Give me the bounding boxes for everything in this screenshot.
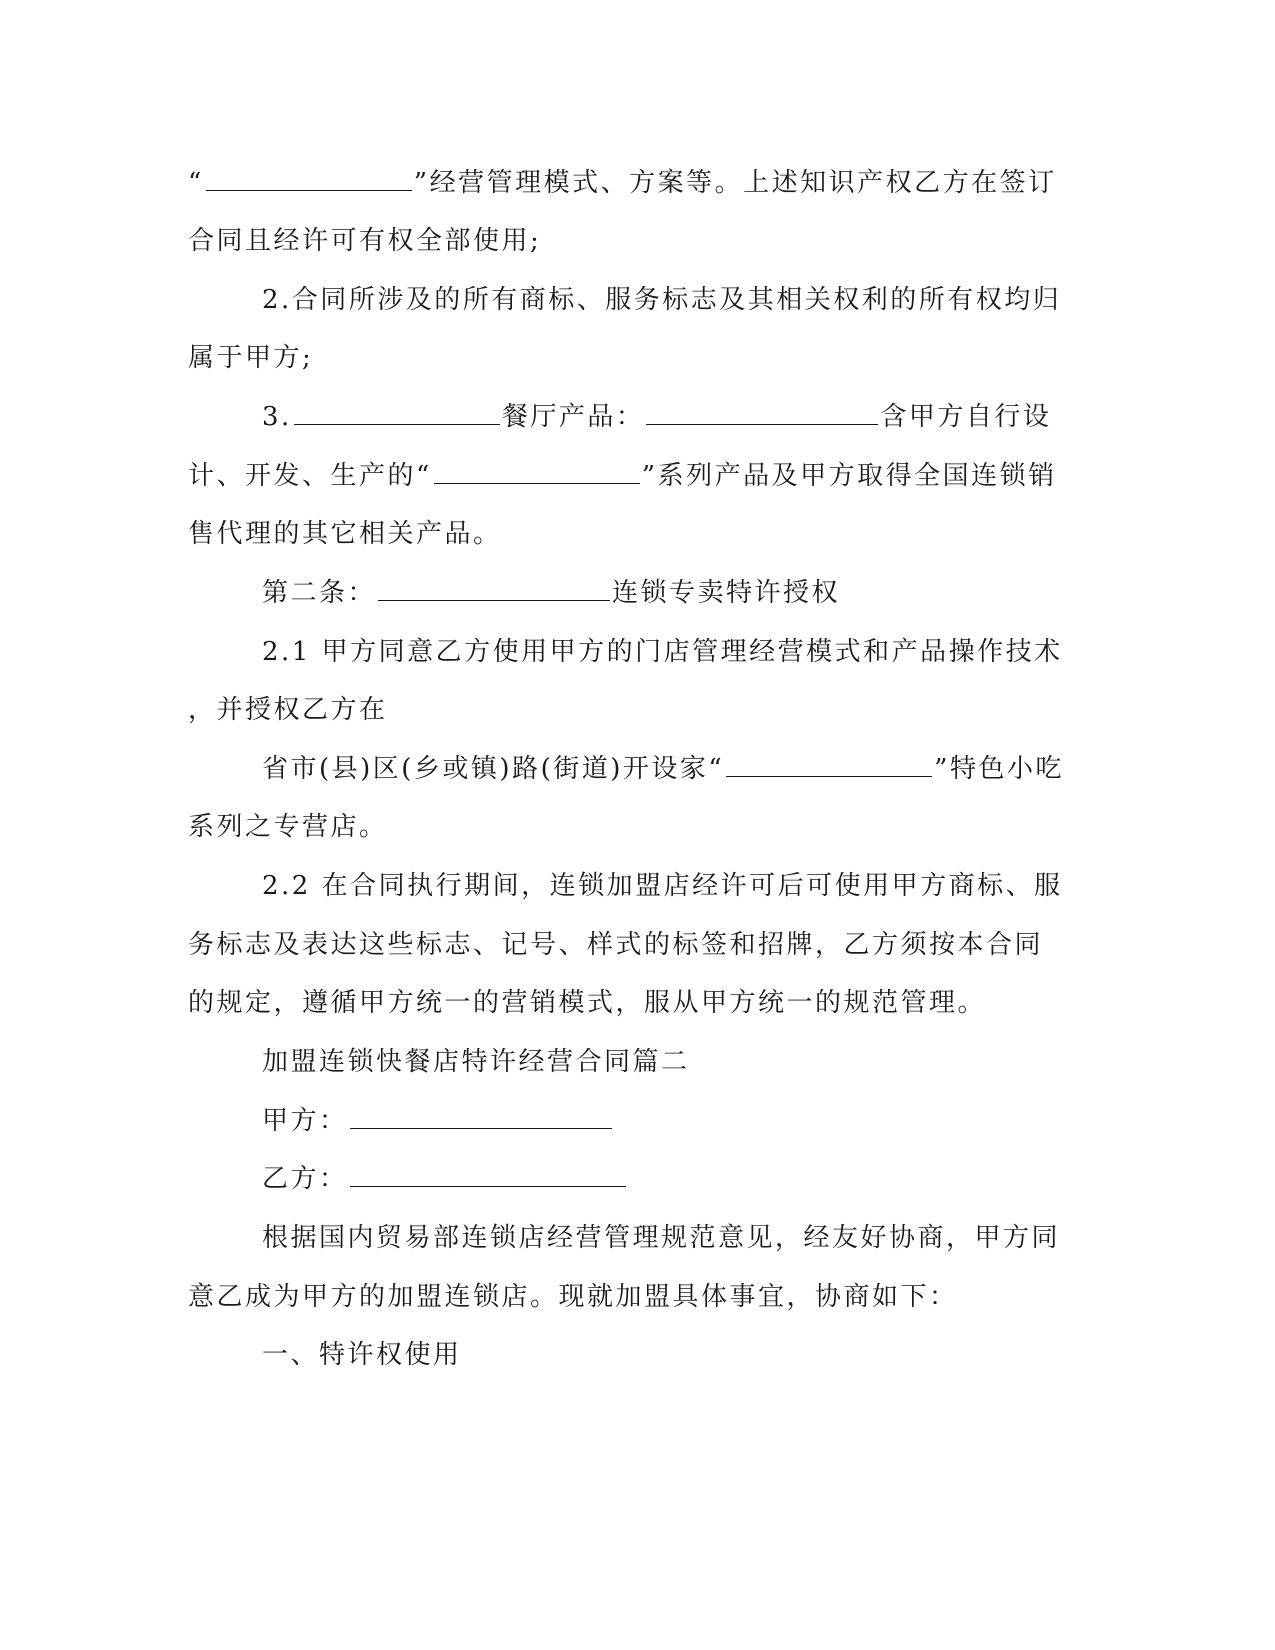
section-heading: 加盟连锁快餐店特许经营合同篇二 [262, 1047, 690, 1077]
text-segment: 计、开发、生产的“ [188, 461, 432, 491]
text-segment: ”经营管理模式、方案等。上述知识产权乙方在签订 [413, 168, 1057, 198]
text-segment: 3. [262, 402, 292, 432]
text-line: 根据国内贸易部连锁店经营管理规范意见，经友好协商，甲方同 [262, 1223, 1061, 1253]
text-segment: “ [188, 168, 204, 198]
text-line [262, 1162, 628, 1196]
text-line: ，并授权乙方在 [188, 695, 388, 725]
text-segment: ”系列产品及甲方取得全国连锁销 [641, 461, 1057, 491]
text-line [262, 752, 1064, 786]
text-line [188, 459, 1057, 493]
fill-in-blank[interactable] [206, 166, 412, 191]
text-segment: 省市(县)区(乡或镇)路(街道)开设家“ [262, 754, 725, 784]
fill-in-blank[interactable] [646, 400, 878, 425]
text-segment: 餐厅产品： [501, 402, 645, 432]
section-heading: 一、特许权使用 [262, 1340, 462, 1370]
text-segment: ”特色小吃 [934, 754, 1064, 784]
fill-in-blank[interactable] [378, 576, 610, 601]
text-line: 的规定，遵循甲方统一的营销模式，服从甲方统一的规范管理。 [188, 988, 987, 1018]
text-line [188, 166, 1057, 200]
fill-in-blank[interactable] [294, 400, 500, 425]
text-segment: 第二条： [262, 578, 377, 608]
text-line: 系列之专营店。 [188, 812, 388, 842]
text-line: 售代理的其它相关产品。 [188, 519, 502, 549]
party-b-label: 乙方： [262, 1164, 348, 1194]
text-line [262, 576, 840, 610]
text-line [262, 400, 1051, 434]
text-line: 2.1 甲方同意乙方使用甲方的门店管理经营模式和产品操作技术 [262, 637, 1063, 667]
text-line: 务标志及表达这些标志、记号、样式的标签和招牌，乙方须按本合同 [188, 930, 1044, 960]
party-a-label: 甲方： [262, 1106, 348, 1136]
fill-in-blank[interactable] [434, 459, 640, 484]
party-a-blank[interactable] [350, 1104, 612, 1129]
text-line: 合同且经许可有权全部使用; [188, 226, 542, 256]
text-line: 意乙成为甲方的加盟连锁店。现就加盟具体事宜，协商如下： [188, 1282, 958, 1312]
text-segment: 连锁专卖特许授权 [612, 578, 841, 608]
fill-in-blank[interactable] [726, 752, 932, 777]
party-b-blank[interactable] [350, 1162, 626, 1187]
text-segment: 含甲方自行设 [880, 402, 1052, 432]
text-line: 属于甲方; [188, 343, 314, 373]
text-line: 2.合同所涉及的所有商标、服务标志及其相关权利的所有权均归 [262, 285, 1062, 315]
text-line [262, 1104, 614, 1138]
text-line: 2.2 在合同执行期间，连锁加盟店经许可后可使用甲方商标、服 [262, 871, 1063, 901]
